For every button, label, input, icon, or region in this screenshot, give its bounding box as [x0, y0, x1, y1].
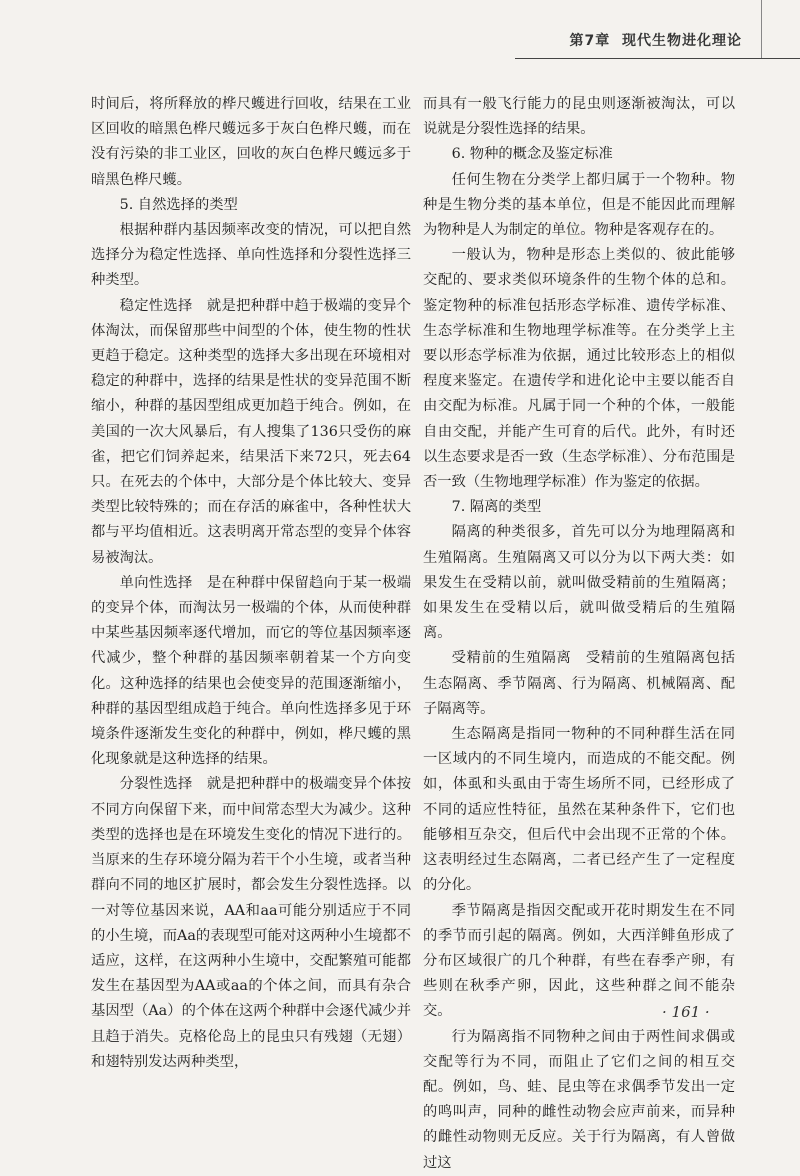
paragraph-body: 就是把种群中的极端变异个体按不同方向保留下来，而中间常态型大为减少。这种类型的选择也是在环境发生变化的情况下进行的。当原来的生存环境分隔为若干个小生境，或者当种群向不同的地区扩展时，都会发生分裂性选择。以一对等位基因来说，AA和aa可能分别适应于不同的小生境，而Aa的表现型可能对这两种小生境都不适应，这样，在这两种小生境中，交配繁殖可能都发生在基因型为AA或aa的个体之间，而具有杂合基因型（Aa）的个体在这两个种群中会逐代减少并且趋于消失。克格伦岛上的昆虫只有残翅（无翅）和翅特别发达两种类型，	[91, 776, 412, 1070]
paragraph-body: 是在种群中保留趋向于某一极端的变异个体，而淘汰另一极端的个体，从而使种群中某些基因频率逐代增加，而它的等位基因频率逐代减少，整个种群的基因频率朝着某一个方向变化。这种选择的结果也会使变异的范围逐渐缩小，种群的基因型组成趋于纯合。单向性选择多见于环境条件逐渐发生变化的种群中，例如，桦尺蠖的黑化现象就是这种选择的结果。	[91, 574, 412, 768]
paragraph	[91, 571, 411, 773]
paragraph: 而具有一般飞行能力的昆虫则逐渐被淘汰，可以说就是分裂性选择的结果。	[423, 96, 735, 138]
paragraph	[91, 294, 411, 571]
paragraph: 根据种群内基因频率改变的情况，可以把自然选择分为稳定性选择、单向性选择和分裂性选择三种类型。	[91, 222, 411, 289]
page-number: · 161 ·	[662, 1003, 710, 1021]
section-heading: 6. 物种的概念及鉴定标准	[451, 146, 613, 163]
paragraph-body: 受精前的生殖隔离包括生态隔离、季节隔离、行为隔离、机械隔离、配子隔离等。	[423, 650, 736, 717]
chapter-number: 第7章	[569, 33, 611, 49]
section-heading: 7. 隔离的类型	[451, 499, 542, 516]
header-vertical-rule	[761, 0, 762, 58]
paragraph: 生态隔离是指同一物种的不同种群生活在同一区域内的不同生境内，而造成的不能交配。例如，体虱和头虱由于寄生场所不同，已经形成了不同的适应性特征，虽然在某种条件下，它们也能够相互杂交，但后代中会出现不正常的个体。这表明经过生态隔离，二者已经产生了一定程度的分化。	[423, 726, 735, 894]
chapter-heading	[570, 30, 743, 50]
paragraph	[91, 772, 411, 1074]
paragraph: 行为隔离指不同物种之间由于两性间求偶或交配等行为不同，而阻止了它们之间的相互交配。例如，鸟、蛙、昆虫等在求偶季节发出一定的鸣叫声，同种的雌性动物会应声前来，而异种的雌性动物则无反应。关于行为隔离，有人曾做过这	[423, 1028, 735, 1171]
paragraph: 时间后，将所释放的桦尺蠖进行回收，结果在工业区回收的暗黑色桦尺蠖远多于灰白色桦尺蠖，而在没有污染的非工业区，回收的灰白色桦尺蠖远多于暗黑色桦尺蠖。	[91, 96, 411, 188]
paragraph: 季节隔离是指因交配或开花时期发生在不同的季节而引起的隔离。例如，大西洋鲱鱼形成了分布区域很广的几个种群，有些在春季产卵，有些则在秋季产卵，因此，这些种群之间不能杂交。	[423, 902, 735, 1020]
paragraph: 一般认为，物种是形态上类似的、彼此能够交配的、要求类似环境条件的生物个体的总和。鉴定物种的标准包括形态学标准、遗传学标准、生态学标准和生物地理学标准等。在分类学上主要以形态学标准为依据，通过比较形态上的相似程度来鉴定。在遗传学和进化论中主要以能否自由交配为标准。凡属于同一个种的个体，一般能自由交配，并能产生可育的后代。此外，有时还以生态要求是否一致（生态学标准）、分布范围是否一致（生物地理学标准）作为鉴定的依据。	[423, 247, 735, 491]
term-label: 受精前的生殖隔离	[451, 650, 572, 667]
section-heading: 5. 自然选择的类型	[119, 196, 238, 213]
header-rule	[515, 58, 800, 59]
paragraph-body: 就是把种群中趋于极端的变异个体淘汰，而保留那些中间型的个体，使生物的性状更趋于稳定。这种类型的选择大多出现在环境相对稳定的种群中，选择的结果是性状的变异范围不断缩小，种群的基因型组成更加趋于纯合。例如，在美国的一次大风暴后，有人搜集了136只受伤的麻雀，把它们饲养起来，结果活下来72只，死去64只。在死去的个体中，大部分是个体比较大、变异类型比较特殊的；而在存活的麻雀中，各种性状大都与平均值相近。这表明离开常态型的变异个体容易被淘汰。	[91, 297, 412, 566]
page-header	[0, 0, 800, 62]
term-label: 单向性选择	[119, 574, 193, 591]
left-column	[91, 92, 411, 1075]
paragraph: 隔离的种类很多，首先可以分为地理隔离和生殖隔离。生殖隔离又可以分为以下两大类：如果发生在受精以前，就叫做受精前的生殖隔离；如果发生在受精以后，就叫做受精后的生殖隔离。	[423, 524, 735, 642]
paragraph: 任何生物在分类学上都归属于一个物种。物种是生物分类的基本单位，但是不能因此而理解为物种是人为制定的单位。物种是客观存在的。	[423, 171, 735, 239]
paragraph	[423, 646, 735, 722]
chapter-title: 现代生物进化理论	[622, 33, 742, 49]
term-label: 稳定性选择	[119, 297, 193, 314]
term-label: 分裂性选择	[119, 776, 193, 793]
